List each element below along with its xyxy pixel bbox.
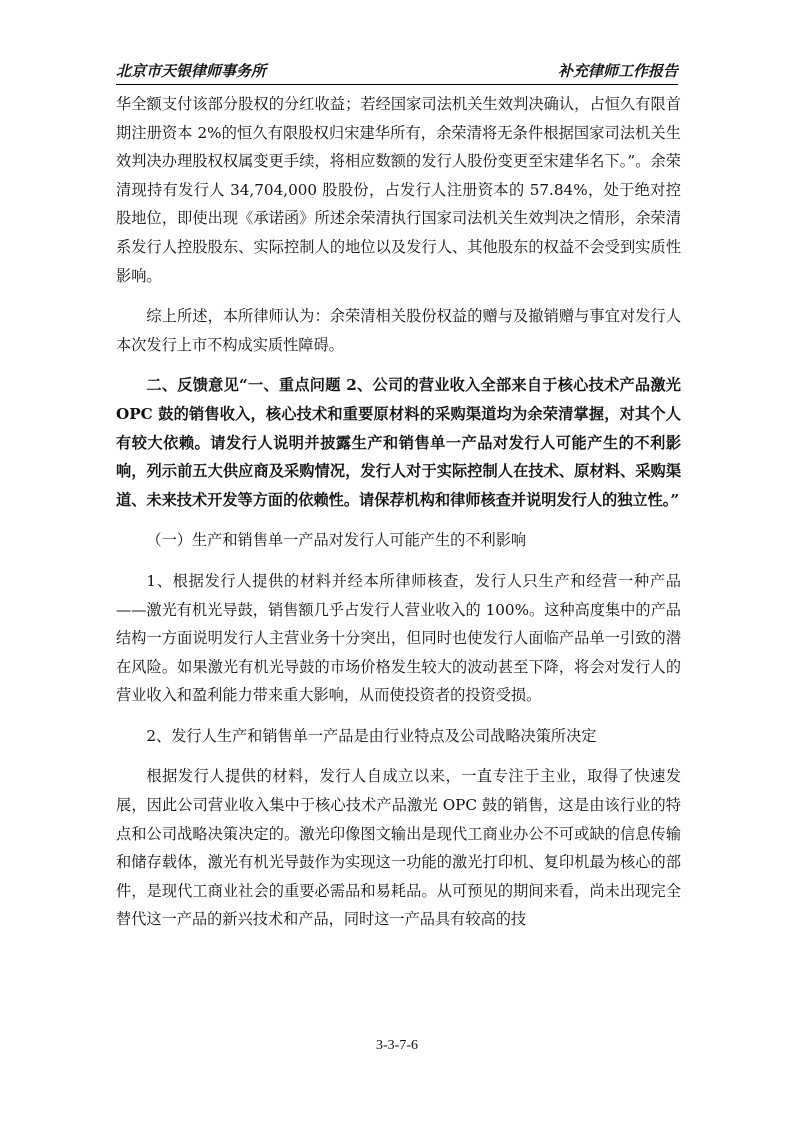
paragraph-continuation: 华全额支付该部分股权的分红收益；若经国家司法机关生效判决确认，占恒久有限首期注册资本 2%的恒久有限股权归宋建华所有，余荣清将无条件根据国家司法机关生效判决办理股权权属变更手续，将相应数额的发行人股份变更至宋建华名下。”。余荣清现持有发行人 34,704,000 股股份，占发行人注册资本的 57.84%，处于绝对控股地位，即使出现《承诺函》所述余荣清执行国家司法机关生效判决之情形，余荣清系发行人控股股东、实际控制人的地位以及发行人、其他股东的权益不会受到实质性影响。 (116, 95, 681, 285)
firm-name: 北京市天银律师事务所 (116, 62, 267, 80)
document-body (116, 90, 681, 934)
section-heading-1: （一）生产和销售单一产品对发行人可能产生的不利影响 (146, 531, 527, 550)
paragraph-point-2-body: 根据发行人提供的材料，发行人自成立以来，一直专注于主业，取得了快速发展，因此公司营业收入集中于核心技术产品激光 OPC 鼓的销售，这是由该行业的特点和公司战略决策决定的。激光印像图文输出是现代工商业办公不可或缺的信息传输和储存载体，激光有机光导鼓作为实现这一功能的激光打印机、复印机最为核心的部件，是现代工商业社会的重要必需品和易耗品。从可预见的期间来看，尚未出现完全替代这一产品的新兴技术和产品，同时这一产品具有较高的技 (116, 767, 681, 929)
report-title: 补充律师工作报告 (557, 62, 678, 80)
paragraph-conclusion: 综上所述，本所律师认为：余荣清相关股份权益的赠与及撤销赠与事宜对发行人本次发行上市不构成实质性障碍。 (116, 307, 681, 354)
header-rule (116, 84, 678, 87)
paragraph-point-1: 1、根据发行人提供的材料并经本所律师核查，发行人只生产和经营一种产品——激光有机光导鼓，销售额几乎占发行人营业收入的 100%。这种高度集中的产品结构一方面说明发行人主营业务十分突出，但同时也使发行人面临产品单一引致的潜在风险。如果激光有机光导鼓的市场价格发生较大的波动甚至下降，将会对发行人的营业收入和盈利能力带来重大影响，从而使投资者的投资受损。 (116, 571, 681, 705)
page-header (116, 60, 678, 82)
paragraph-point-2-heading: 2、发行人生产和销售单一产品是由行业特点及公司战略决策所决定 (146, 726, 597, 745)
page-number: 3-3-7-6 (376, 1038, 418, 1053)
paragraph-feedback-item: 二、反馈意见“一、重点问题 2、公司的营业收入全部来自于核心技术产品激光 OPC 鼓的销售收入，核心技术和重要原材料的采购渠道均为余荣清掌握，对其个人有较大依赖。请发行人说明并披露生产和销售单一产品对发行人可能产生的不利影响，列示前五大供应商及采购情况，发行人对于实际控制人在技术、原材料、采购渠道、未来技术开发等方面的依赖性。请保荐机构和律师核查并说明发行人的独立性。” (116, 376, 681, 509)
